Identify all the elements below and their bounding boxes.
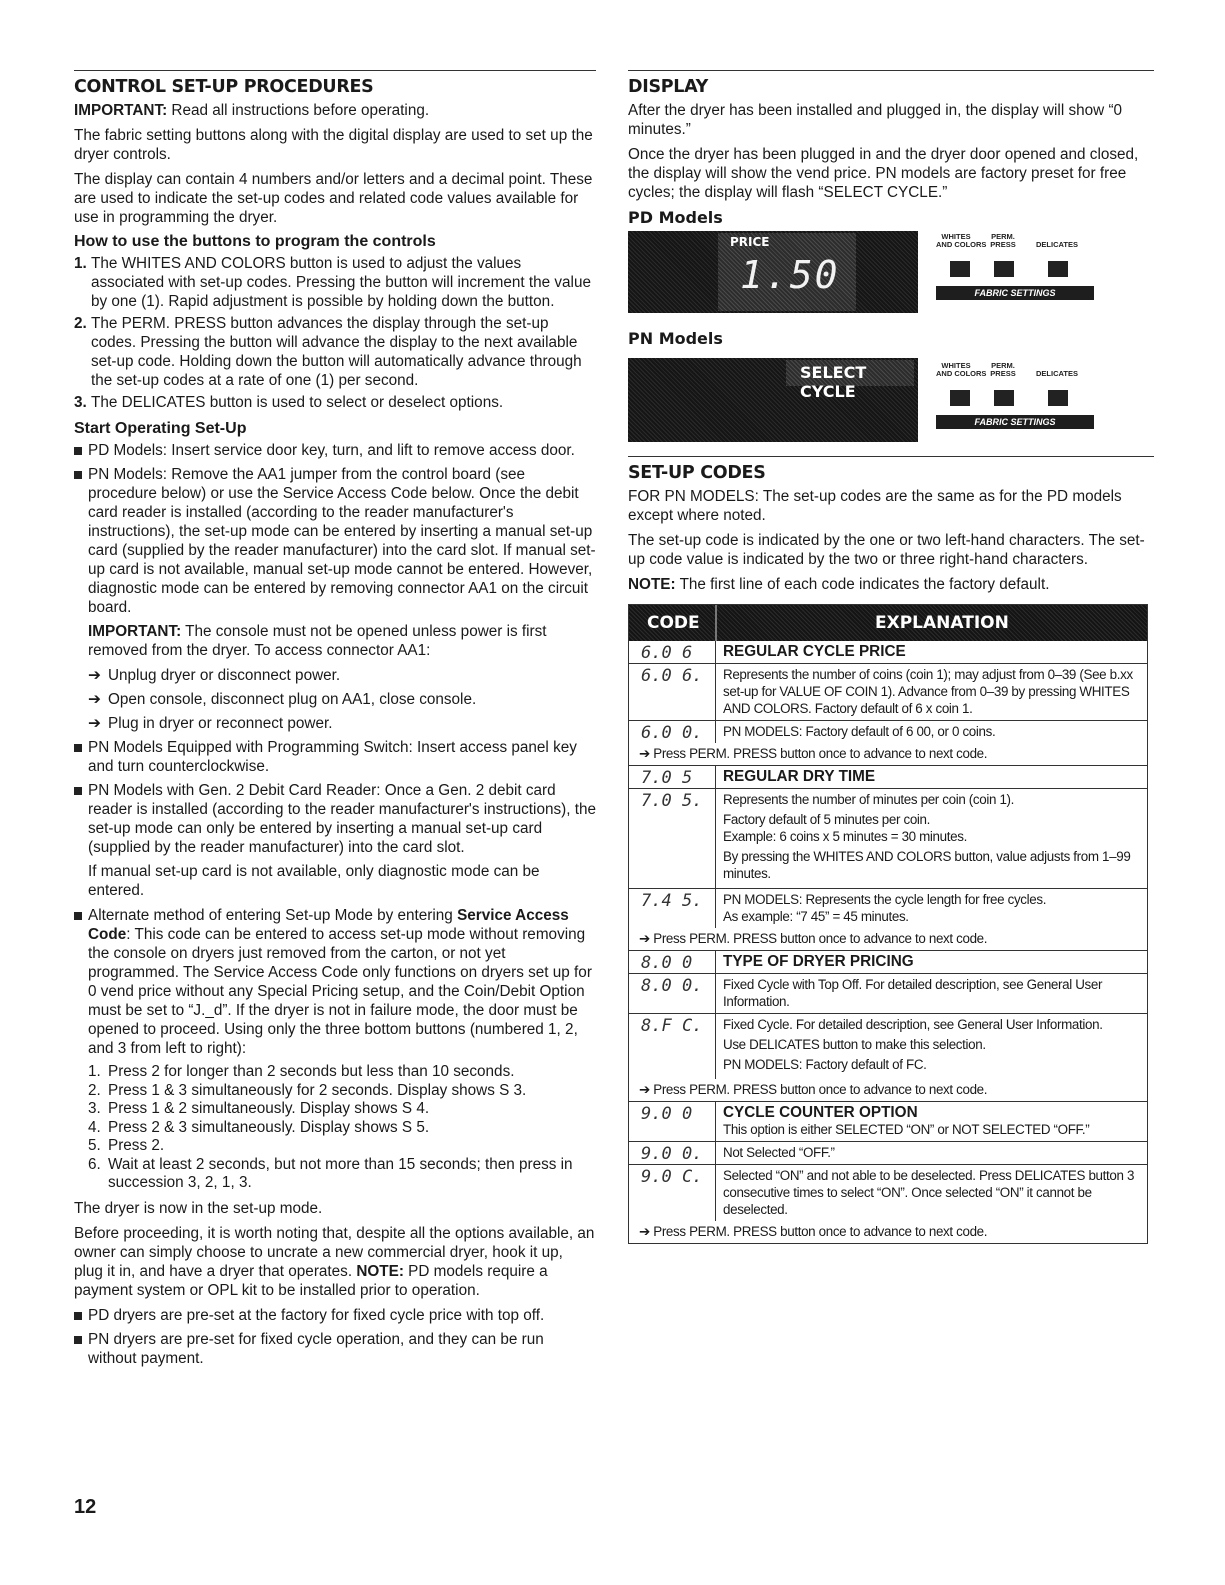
code-title: REGULAR DRY TIME [715, 766, 1147, 788]
code-cell: 9.0 0. [641, 1144, 703, 1164]
explanation-column-header: EXPLANATION [875, 613, 1009, 633]
important-text: Read all instructions before operating. [167, 102, 430, 119]
display-heading: DISPLAY [628, 77, 709, 97]
fabric-settings-bar: FABRIC SETTINGS [936, 286, 1094, 300]
section-rule [628, 456, 1154, 457]
important-label: IMPORTANT: [74, 102, 168, 119]
important-console: IMPORTANT: The console must not be opened unless power is first removed from the dryer. To access connector AA1: [88, 623, 547, 659]
code-cell: 8.0 0 [641, 953, 693, 973]
code-cell: 6.0 6. [641, 666, 703, 686]
select-cycle-text: SELECT CYCLE [800, 363, 867, 401]
pn-display-panel [628, 352, 1154, 452]
code-cell: 9.0 C. [641, 1167, 703, 1187]
code-cell: 8.0 0. [641, 976, 703, 996]
fabric-settings-bar: FABRIC SETTINGS [936, 415, 1094, 429]
whites-colors-button[interactable] [950, 390, 970, 406]
list-item: 1. Press 2 for longer than 2 seconds but less than 10 seconds. [88, 1063, 515, 1080]
pd-display-panel [628, 231, 1154, 323]
paragraph-before-proceeding: Before proceeding, it is worth noting that, despite all the options available, an owner can simply choose to uncrate a new commercial dryer, hook it up, plug it in, and have a dryer that operates. NOTE: PD models require a payment system or OPL kit to be installed prior to operation. [74, 1224, 595, 1299]
explanation-cell: PN MODELS: Factory default of 6 00, or 0 coins. [715, 721, 1147, 743]
table-row [629, 1101, 1147, 1142]
delicates-button[interactable] [1048, 390, 1068, 406]
delicates-label: DELICATES [1036, 240, 1078, 249]
perm-press-button[interactable] [994, 261, 1014, 277]
bullet-pd-preset: PD dryers are pre-set at the factory for fixed cycle price with top off. [74, 1306, 596, 1325]
perm-press-button[interactable] [994, 390, 1014, 406]
list-item: 3. The DELICATES button is used to select or deselect options. [74, 394, 504, 411]
table-header [629, 605, 1147, 641]
list-item: 2. Press 1 & 3 simultaneously for 2 seconds. Display shows S 3. [88, 1081, 527, 1099]
start-setup-heading: Start Operating Set-Up [74, 420, 247, 437]
price-label: PRICE [730, 235, 770, 249]
list-item: 5. Press 2. [88, 1137, 165, 1154]
delicates-label: DELICATES [1036, 369, 1078, 378]
code-cell: 7.0 5 [641, 768, 693, 788]
arrow-step: ➔ Open console, disconnect plug on AA1, close console. [88, 691, 477, 708]
code-title: CYCLE COUNTER OPTION This option is either SELECTED “ON” or NOT SELECTED “OFF.” [715, 1102, 1147, 1141]
press-next-code: ➔ Press PERM. PRESS button once to advance to next code. [639, 1082, 988, 1097]
table-row [629, 974, 1147, 1013]
explanation-cell: Fixed Cycle. For detailed description, see General User Information. Use DELICATES button to make this selection. PN MODELS: Factory default of FC. [715, 1014, 1147, 1079]
paragraph-display: The display can contain 4 numbers and/or letters and a decimal point. These are used to indicate the set-up codes and related code values available for use in programming the dryer. [74, 171, 593, 226]
control-setup-heading: CONTROL SET-UP PROCEDURES [74, 77, 374, 97]
fabric-buttons [936, 231, 1106, 311]
list-item: 6. Wait at least 2 seconds, but not more than 15 seconds; then press in succession 3, 2, 1, 3. [88, 1155, 573, 1191]
section-rule [628, 70, 1154, 71]
pd-lcd [628, 231, 918, 313]
explanation-cell: Fixed Cycle with Top Off. For detailed description, see General User Information. [715, 974, 1147, 1013]
bullet-pd-models: PD Models: Insert service door key, turn, and lift to remove access door. [74, 441, 596, 460]
setup-codes-heading: SET-UP CODES [628, 463, 766, 483]
code-cell: 9.0 0 [641, 1104, 693, 1124]
table-row [629, 720, 1147, 743]
press-next-code: ➔ Press PERM. PRESS button once to advance to next code. [639, 931, 988, 946]
list-item: 3. Press 1 & 2 simultaneously. Display shows S 4. [88, 1100, 430, 1117]
setup-codes-table [628, 604, 1148, 1244]
table-row [629, 789, 1147, 888]
paragraph-fabric: The fabric setting buttons along with the digital display are used to set up the dryer controls. [74, 127, 593, 163]
table-row [629, 641, 1147, 664]
list-item: 2. The PERM. PRESS button advances the display through the set-up codes. Pressing the button will advance the display to the next available set-up code. Holding down the button will automatically advance through the set-up codes at a rate of one (1) per second. [74, 315, 582, 389]
setup-note: NOTE: The first line of each code indicates the factory default. [628, 576, 1050, 593]
display-paragraph-1: After the dryer has been installed and plugged in, the display will show “0 minutes.” [628, 102, 1123, 138]
code-cell: 6.0 0. [641, 723, 703, 743]
page-number: 12 [74, 1496, 97, 1518]
left-column [74, 70, 596, 1373]
table-row [629, 888, 1147, 928]
pn-lcd [628, 358, 918, 442]
explanation-cell: Not Selected “OFF.” [715, 1142, 1147, 1164]
explanation-cell: PN MODELS: Represents the cycle length for free cycles. As example: “7 45” = 45 minutes. [715, 889, 1147, 928]
display-paragraph-2: Once the dryer has been plugged in and the dryer door opened and closed, the display will show the vend price. PN models are factory preset for free cycles; the display will flash “SELECT CYCLE.” [628, 146, 1139, 201]
list-item: 1. The WHITES AND COLORS button is used to adjust the values associated with set-up codes. Pressing the button will increment the value by one (1). Rapid adjustment is possible by holding down the button. [74, 255, 591, 310]
price-digits: 1.50 [740, 253, 840, 297]
whites-colors-button[interactable] [950, 261, 970, 277]
how-to-list [74, 254, 596, 412]
press-next-code: ➔ Press PERM. PRESS button once to advance to next code. [639, 1224, 988, 1239]
pn-models-heading: PN Models [628, 329, 723, 348]
explanation-cell: Represents the number of coins (coin 1); may adjust from 0–39 (See b.xx set-up for VALUE OF COIN 1). Advance from 0–39 by pressing WHITES AND COLORS. Factory default of 6 x coin 1. [715, 664, 1147, 720]
setup-paragraph-2: The set-up code is indicated by the one or two left-hand characters. The set-up code value is indicated by the two or three right-hand characters. [628, 532, 1145, 568]
code-title: REGULAR CYCLE PRICE [715, 641, 1147, 663]
press-next-code: ➔ Press PERM. PRESS button once to advance to next code. [639, 746, 988, 761]
table-row [629, 664, 1147, 720]
arrow-step: ➔ Plug in dryer or reconnect power. [88, 715, 333, 732]
perm-press-label: PERM. PRESS [990, 232, 1016, 249]
list-item: 4. Press 2 & 3 simultaneously. Display shows S 5. [88, 1118, 430, 1136]
code-cell: 7.0 5. [641, 791, 703, 811]
bullet-programming-switch: PN Models Equipped with Programming Switch: Insert access panel key and turn counterclockwise. [74, 738, 596, 776]
fabric-buttons [936, 360, 1106, 440]
bullet-pn-preset: PN dryers are pre-set for fixed cycle operation, and they can be run without payment. [74, 1330, 596, 1368]
code-cell: 6.0 6 [641, 643, 693, 663]
setup-paragraph-1: FOR PN MODELS: The set-up codes are the same as for the PD models except where noted. [628, 488, 1122, 524]
code-column-header: CODE [647, 613, 700, 633]
gen2-note: If manual set-up card is not available, only diagnostic mode can be entered. [88, 863, 540, 899]
table-row [629, 765, 1147, 789]
table-row [629, 950, 1147, 974]
delicates-button[interactable] [1048, 261, 1068, 277]
whites-colors-label: WHITES AND COLORS [936, 361, 987, 378]
bullet-gen2-reader: PN Models with Gen. 2 Debit Card Reader: Once a Gen. 2 debit card reader is installed (according to the reader manufacturer's instructions), the set-up mode can only be entered by inserting a manual set-up card (supplied by the reader manufacturer) into the card slot. [74, 781, 596, 857]
bullet-pn-models: PN Models: Remove the AA1 jumper from the control board (see procedure below) or use the Service Access Code below. Once the debit card reader is installed (according to the reader manufacturer's instructions), the set-up mode can be entered by inserting a manual set-up card (supplied by the reader manufacturer) into the card slot. If manual set-up card is not available, manual set-up mode cannot be entered. However, diagnostic mode can be entered by removing connector AA1 on the circuit board. [74, 465, 596, 617]
table-row [629, 1164, 1147, 1221]
table-row [629, 1142, 1147, 1164]
how-to-heading: How to use the buttons to program the controls [74, 233, 436, 250]
section-rule [74, 70, 596, 71]
code-cell: 7.4 5. [641, 891, 703, 911]
arrow-step: ➔ Unplug dryer or disconnect power. [88, 667, 341, 684]
code-cell: 8.F C. [641, 1016, 703, 1036]
pd-models-heading: PD Models [628, 208, 723, 227]
whites-colors-label: WHITES AND COLORS [936, 232, 987, 249]
important-paragraph [74, 101, 596, 120]
code-title: TYPE OF DRYER PRICING [715, 951, 1147, 973]
table-row [629, 1013, 1147, 1079]
paragraph-setup-mode: The dryer is now in the set-up mode. [74, 1199, 323, 1217]
explanation-cell: Represents the number of minutes per coin (coin 1). Factory default of 5 minutes per coin. Example: 6 coins x 5 minutes = 30 minutes. By pressing the WHITES AND COLORS button, value adjusts from 1–99 minutes. [715, 789, 1147, 888]
right-column [628, 70, 1154, 1244]
bullet-service-access-code: Alternate method of entering Set-up Mode by entering Service Access Code: This code can be entered to access set-up mode without removing the console on dryers just removed from the carton, or not yet programmed. The Service Access Code only functions on dryers set up for 0 vend price without any Special Pricing setup, and the Coin/Debit Option must be set to “J._d”. If the dryer is not in failure mode, the door must be opened to proceed. Using only the three bottom buttons (numbered 1, 2, and 3 from left to right): [74, 906, 596, 1058]
perm-press-label: PERM. PRESS [990, 361, 1016, 378]
explanation-cell: Selected “ON” and not able to be deselected. Press DELICATES button 3 consecutive times to select “ON”. Once selected “ON” it cannot be deselected. [715, 1165, 1147, 1221]
service-code-steps [74, 1063, 596, 1193]
